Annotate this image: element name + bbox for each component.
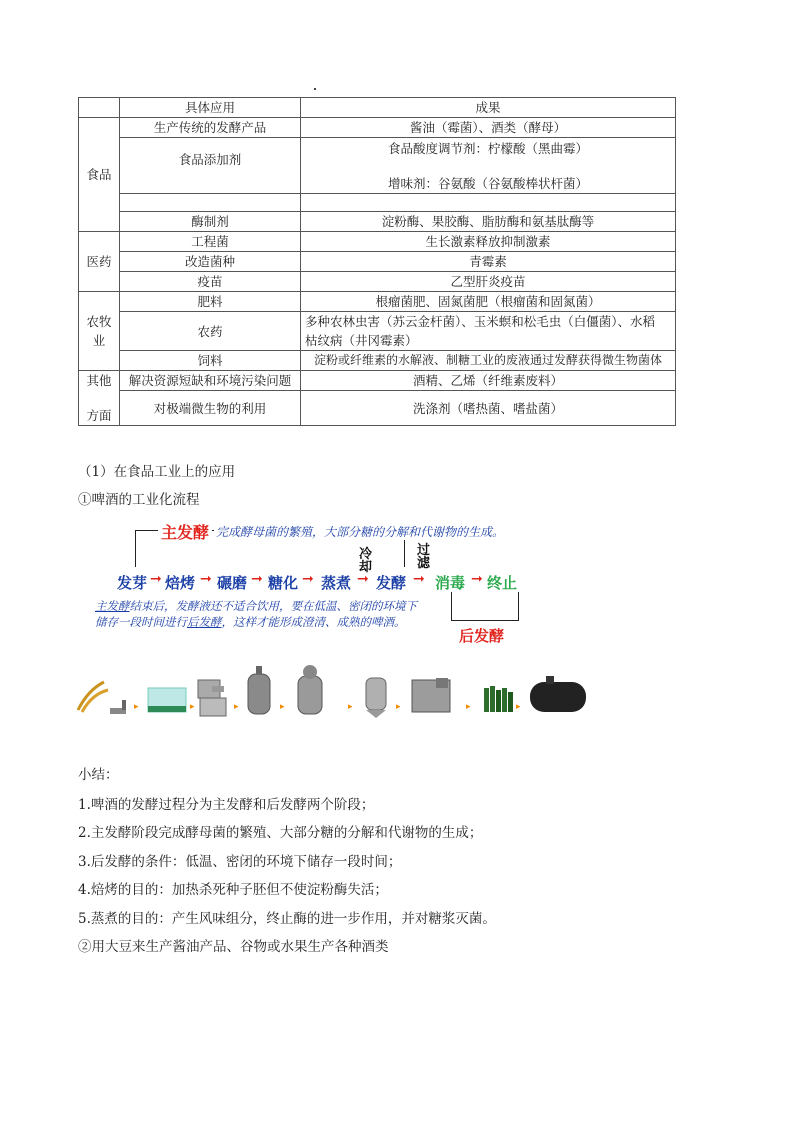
- result-cell: 乙型肝炎疫苗: [301, 272, 676, 292]
- result-cell: 酱油（霉菌）、酒类（酵母）: [301, 118, 676, 138]
- use-cell: 农药: [120, 312, 301, 351]
- equipment-drawing: [70, 660, 590, 745]
- post-desc-text: ，这样才能形成澄清、成熟的啤酒。: [221, 615, 406, 629]
- roaster-icon: [198, 680, 226, 716]
- mash-kettle-icon: [248, 666, 270, 714]
- barley-icon: [78, 682, 126, 714]
- use-cell: 解决资源短缺和环境污染问题: [120, 371, 301, 391]
- boiling-kettle-icon: [298, 665, 322, 714]
- step-ferment: 发酵: [376, 574, 407, 592]
- table-row: [79, 371, 676, 391]
- use-cell: 食品添加剂: [120, 138, 301, 194]
- use-cell: [120, 194, 301, 212]
- step-saccharify: 糖化: [268, 574, 299, 592]
- arrow-icon: ▸: [234, 702, 239, 712]
- arrow-icon: ▸: [396, 702, 401, 712]
- main-ferment-desc: 完成酵母菌的繁殖，大部分糖的分解和代谢物的生成。: [216, 525, 505, 539]
- result-cell: [301, 194, 676, 212]
- use-cell: 工程菌: [120, 232, 301, 252]
- subsection-heading: ①啤酒的工业化流程: [78, 492, 200, 508]
- table-header-use: 具体应用: [120, 98, 301, 118]
- filter-machine-icon: [412, 678, 450, 712]
- step-roast: 焙烤: [165, 574, 196, 592]
- arrow-icon: ▸: [466, 702, 471, 712]
- table-row: [79, 391, 676, 426]
- storage-tank-icon: [530, 676, 586, 712]
- step-mill: 碾磨: [217, 574, 248, 592]
- germination-tank-icon: [148, 688, 186, 712]
- result-cell: 青霉素: [301, 252, 676, 272]
- arrow-icon: ➞: [471, 571, 483, 587]
- step-end: 终止: [487, 574, 518, 592]
- table-header-blank: [79, 98, 120, 118]
- result-cell: [301, 138, 676, 194]
- result-line: 枯纹病（井冈霉素）: [305, 333, 418, 348]
- arrow-icon: ➞: [357, 571, 369, 587]
- summary-item: 3.后发酵的条件：低温、密闭的环境下储存一段时间；: [78, 854, 402, 870]
- beer-flow-diagram: [95, 518, 545, 648]
- category-line: 业: [92, 333, 106, 348]
- result-cell: 淀粉酶、果胶酶、脂肪酶和氨基肽酶等: [301, 212, 676, 232]
- table-row: [79, 292, 676, 312]
- post-ferment-desc: [95, 598, 425, 630]
- table-row: [79, 252, 676, 272]
- category-other: [79, 371, 120, 426]
- category-agriculture: [79, 292, 120, 371]
- arrow-icon: ▸: [280, 702, 285, 712]
- summary-item: 4.焙烤的目的：加热杀死种子胚但不使淀粉酶失活；: [78, 882, 388, 898]
- table-row: [79, 312, 676, 351]
- fermenter-icon: [366, 678, 386, 718]
- table-header-result: 成果: [301, 98, 676, 118]
- result-line: 食品酸度调节剂：柠檬酸（黑曲霉）: [387, 140, 588, 156]
- subsection-heading: ②用大豆来生产酱油产品、谷物或水果生产各种酒类: [78, 939, 389, 955]
- table-row: [79, 118, 676, 138]
- header-dot: [314, 88, 316, 90]
- table-row: [79, 194, 676, 212]
- category-line: 其他: [86, 373, 112, 388]
- result-line: 多种农林虫害（苏云金杆菌）、玉米螟和松毛虫（白僵菌）、水稻: [305, 314, 656, 329]
- category-food: 食品: [79, 118, 120, 232]
- use-cell: 生产传统的发酵产品: [120, 118, 301, 138]
- cool-label: 冷却: [359, 547, 373, 575]
- use-cell: 改造菌种: [120, 252, 301, 272]
- post-ferment-label: 后发酵: [459, 627, 505, 645]
- table-row: [79, 272, 676, 292]
- summary-item: 1.啤酒的发酵过程分为主发酵和后发酵两个阶段；: [78, 797, 375, 813]
- arrow-icon: ▸: [348, 702, 353, 712]
- step-disinfect: 消毒: [435, 574, 466, 592]
- table-row: [79, 212, 676, 232]
- table-row: [79, 351, 676, 371]
- summary-title: 小结：: [78, 767, 119, 783]
- arrow-icon: ➞: [200, 571, 212, 587]
- table-row: [79, 232, 676, 252]
- arrow-icon: ▸: [190, 702, 195, 712]
- use-cell: 疫苗: [120, 272, 301, 292]
- table-header-row: [79, 98, 676, 118]
- result-cell: [301, 312, 676, 351]
- arrow-icon: ➞: [251, 571, 263, 587]
- category-medicine: 医药: [79, 232, 120, 292]
- main-ferment-label: 主发酵: [158, 520, 212, 543]
- filter-label: 过滤: [417, 543, 431, 571]
- result-cell: 淀粉或纤维素的水解液、制糖工业的废液通过发酵获得微生物菌体: [301, 351, 676, 371]
- result-cell: 生长激素释放抑制激素: [301, 232, 676, 252]
- arrow-icon: ➞: [413, 571, 425, 587]
- category-line: 方面: [86, 408, 112, 423]
- use-cell: 对极端微生物的利用: [120, 391, 301, 426]
- step-germinate: 发芽: [117, 574, 148, 592]
- result-line: 增味剂：谷氨酸（谷氨酸棒状杆菌）: [387, 175, 588, 191]
- post-desc-term: 主发酵: [95, 599, 130, 613]
- post-desc-term: 后发酵: [187, 615, 222, 629]
- post-desc-text: 结束后，发酵液还不适合饮用，要在低温、密闭的环境下储存一段时间进行: [95, 599, 417, 629]
- post-ferment-bracket: [451, 592, 519, 621]
- use-cell: 饲料: [120, 351, 301, 371]
- use-cell: 肥料: [120, 292, 301, 312]
- beer-equipment-illustration: [70, 660, 590, 745]
- application-table: [78, 97, 676, 426]
- result-cell: 根瘤菌肥、固氮菌肥（根瘤菌和固氮菌）: [301, 292, 676, 312]
- use-cell: 酶制剂: [120, 212, 301, 232]
- beer-bottles-icon: [484, 686, 513, 712]
- arrow-icon: ▸: [516, 702, 521, 712]
- arrow-icon: ▸: [134, 702, 139, 712]
- step-boil: 蒸煮: [321, 574, 352, 592]
- summary-item: 2.主发酵阶段完成酵母菌的繁殖、大部分糖的分解和代谢物的生成；: [78, 825, 483, 841]
- arrow-icon: ➞: [150, 571, 162, 587]
- result-cell: 洗涤剂（嗜热菌、嗜盐菌）: [301, 391, 676, 426]
- category-line: 农牧: [86, 314, 112, 329]
- summary-item: 5.蒸煮的目的：产生风味组分，终止酶的进一步作用，并对糖浆灭菌。: [78, 911, 496, 927]
- arrow-icon: ➞: [302, 571, 314, 587]
- section-heading: （1）在食品工业上的应用: [78, 464, 236, 480]
- table-row: [79, 138, 676, 194]
- result-cell: 酒精、乙烯（纤维素废料）: [301, 371, 676, 391]
